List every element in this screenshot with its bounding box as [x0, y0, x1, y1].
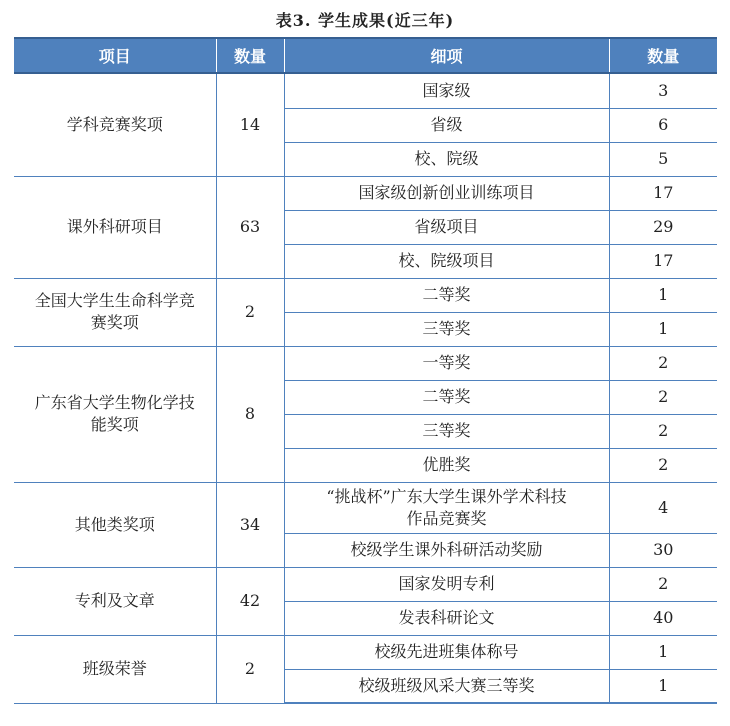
category-count: 2: [216, 635, 284, 703]
detail-name: 国家级: [284, 73, 609, 108]
detail-name: 省级项目: [284, 210, 609, 244]
detail-name: 一等奖: [284, 346, 609, 380]
category-name: 班级荣誉: [14, 635, 216, 703]
category-count: 34: [216, 482, 284, 567]
table-row: [14, 635, 717, 669]
detail-count: 2: [609, 448, 717, 482]
header-detail: 细项: [284, 38, 609, 73]
detail-count: 2: [609, 346, 717, 380]
detail-count: 29: [609, 210, 717, 244]
table-title: 表3. 学生成果(近三年): [275, 11, 455, 30]
table-row: [14, 346, 717, 380]
detail-name: “挑战杯”广东大学生课外学术科技作品竞赛奖: [284, 482, 609, 533]
detail-name: 国家发明专利: [284, 567, 609, 601]
detail-name: 二等奖: [284, 380, 609, 414]
header-item: 项目: [14, 38, 216, 73]
detail-count: 1: [609, 635, 717, 669]
category-name: 全国大学生生命科学竞赛奖项: [14, 278, 216, 346]
table-row: [14, 176, 717, 210]
table-row: [14, 567, 717, 601]
detail-name: 省级: [284, 108, 609, 142]
detail-count: 6: [609, 108, 717, 142]
detail-name: 校级先进班集体称号: [284, 635, 609, 669]
detail-count: 1: [609, 312, 717, 346]
header-count: 数量: [216, 38, 284, 73]
table-row: [14, 73, 717, 108]
category-count: 14: [216, 73, 284, 176]
detail-count: 2: [609, 567, 717, 601]
table-row: [14, 482, 717, 533]
detail-count: 4: [609, 482, 717, 533]
category-name: 专利及文章: [14, 567, 216, 635]
detail-count: 40: [609, 601, 717, 635]
detail-count: 2: [609, 380, 717, 414]
header-detail-count: 数量: [609, 38, 717, 73]
category-count: 63: [216, 176, 284, 278]
header-row: [14, 38, 717, 73]
detail-count: 3: [609, 73, 717, 108]
detail-count: 30: [609, 533, 717, 567]
detail-name: 优胜奖: [284, 448, 609, 482]
detail-count: 2: [609, 414, 717, 448]
category-count: 8: [216, 346, 284, 482]
detail-count: 17: [609, 244, 717, 278]
detail-name: 发表科研论文: [284, 601, 609, 635]
category-count: 42: [216, 567, 284, 635]
detail-name: 国家级创新创业训练项目: [284, 176, 609, 210]
detail-name: 校、院级: [284, 142, 609, 176]
detail-name: 二等奖: [284, 278, 609, 312]
detail-name: 三等奖: [284, 414, 609, 448]
detail-name: 校、院级项目: [284, 244, 609, 278]
detail-count: 5: [609, 142, 717, 176]
detail-name: 校级学生课外科研活动奖励: [284, 533, 609, 567]
detail-count: 1: [609, 669, 717, 703]
detail-name: 校级班级风采大赛三等奖: [284, 669, 609, 703]
category-name: 课外科研项目: [14, 176, 216, 278]
detail-count: 17: [609, 176, 717, 210]
category-count: 2: [216, 278, 284, 346]
category-name: 学科竞赛奖项: [14, 73, 216, 176]
table-row: [14, 278, 717, 312]
detail-name: 三等奖: [284, 312, 609, 346]
category-name: 其他类奖项: [14, 482, 216, 567]
student-achievements-table: [14, 37, 717, 704]
detail-count: 1: [609, 278, 717, 312]
category-name: 广东省大学生物化学技能奖项: [14, 346, 216, 482]
